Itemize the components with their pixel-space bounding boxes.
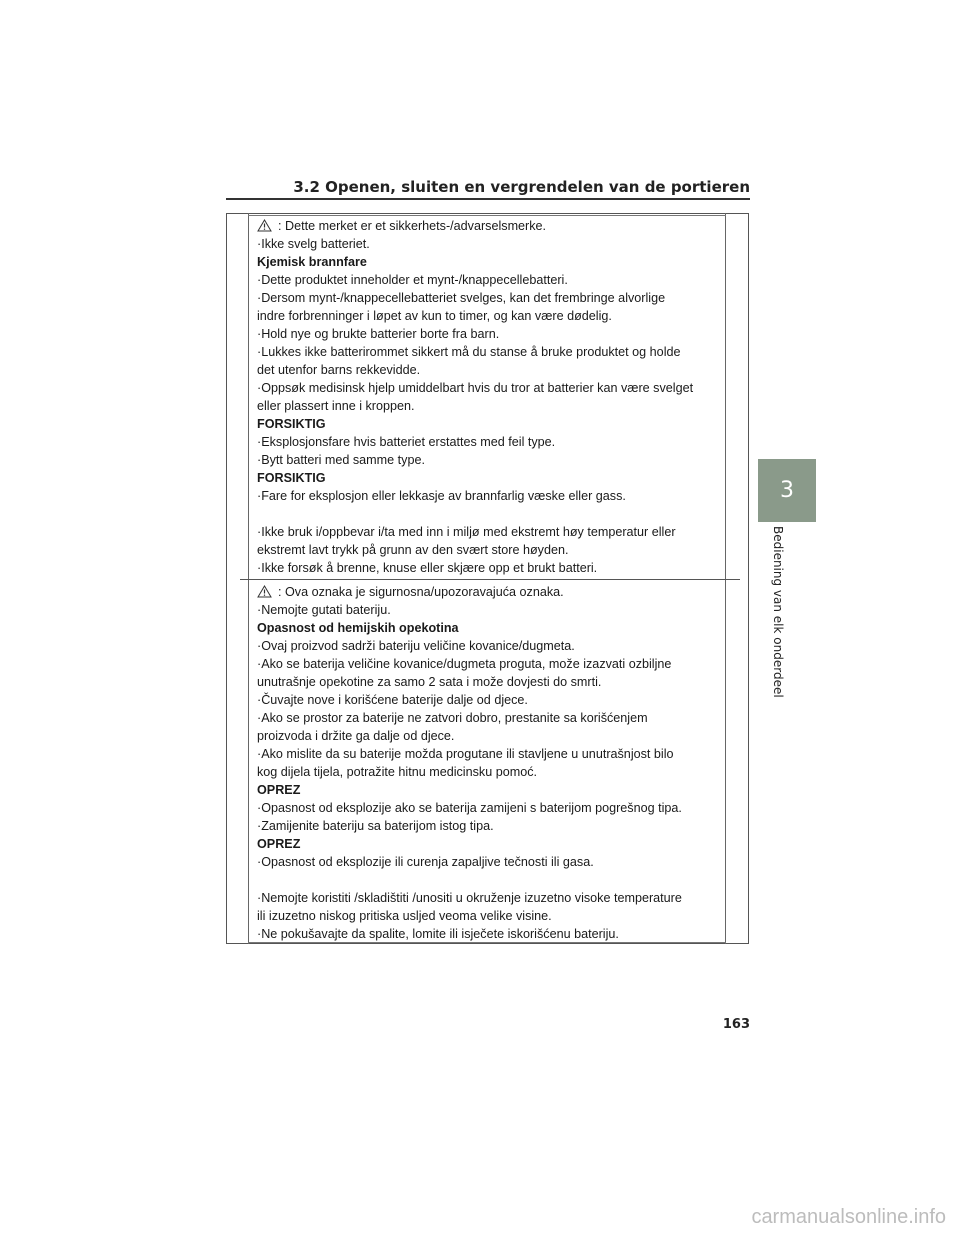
warning-line: ·Zamijenite bateriju sa baterijom istog tipa.	[257, 819, 494, 833]
warning-line: indre forbrenninger i løpet av kun to timer, og kan være dødelig.	[257, 309, 612, 323]
warning-line: ·Ikke forsøk å brenne, knuse eller skjære opp et brukt batteri.	[257, 561, 598, 575]
warning-line: ·Eksplosjonsfare hvis batteriet erstattes med feil type.	[257, 435, 556, 449]
warning-line: ekstremt lavt trykk på grunn av den svært store høyden.	[257, 543, 569, 557]
frame-top-rule	[248, 215, 726, 216]
warning-heading: Kjemisk brannfare	[257, 255, 367, 269]
warning-triangle-icon	[257, 585, 272, 598]
warning-heading: FORSIKTIG	[257, 471, 326, 485]
language-divider	[240, 579, 740, 580]
warning-line: ·Hold nye og brukte batterier borte fra barn.	[257, 327, 500, 341]
page-number: 163	[722, 1017, 750, 1032]
warning-line: ·Opasnost od eksplozije ili curenja zapaljive tečnosti ili gasa.	[257, 855, 594, 869]
warning-line: ·Ovaj proizvod sadrži bateriju veličine kovanice/dugmeta.	[257, 639, 575, 653]
warning-line: ·Lukkes ikke batterirommet sikkert må du stanse å bruke produktet og holde	[257, 345, 681, 359]
warning-line: ·Bytt batteri med samme type.	[257, 453, 425, 467]
warning-heading: OPREZ	[257, 837, 301, 851]
warning-line: ·Čuvajte nove i korišćene baterije dalje od djece.	[257, 693, 528, 707]
warning-line: unutrašnje opekotine za samo 2 sata i može dovjesti do smrti.	[257, 675, 602, 689]
warning-line: eller plassert inne i kroppen.	[257, 399, 415, 413]
norwegian-warning-block	[257, 217, 719, 577]
warning-line: ·Ako se prostor za baterije ne zatvori dobro, prestanite sa korišćenjem	[257, 711, 648, 725]
croatian-warning-block	[257, 583, 719, 943]
warning-heading: Opasnost od hemijskih opekotina	[257, 621, 459, 635]
warning-line: ·Ne pokušavajte da spalite, lomite ili isječete iskorišćenu bateriju.	[257, 927, 619, 941]
warning-line: kog dijela tijela, potražite hitnu medicinsku pomoć.	[257, 765, 538, 779]
warning-line: ·Ikke svelg batteriet.	[257, 237, 370, 251]
spacer	[257, 505, 719, 523]
warning-line: ·Oppsøk medisinsk hjelp umiddelbart hvis du tror at batterier kan være svelget	[257, 381, 694, 395]
warning-triangle-icon	[257, 219, 272, 232]
chapter-tab: 3	[758, 459, 816, 522]
warning-line: ·Ako se baterija veličine kovanice/dugmeta proguta, može izazvati ozbiljne	[257, 657, 672, 671]
warning-line: ·Dersom mynt-/knappecellebatteriet svelges, kan det frembringe alvorlige	[257, 291, 666, 305]
warning-line: ili izuzetno niskog pritiska usljed veoma velike visine.	[257, 909, 552, 923]
warning-line: : Dette merket er et sikkerhets-/advarselsmerke.	[257, 217, 719, 235]
warning-line: ·Opasnost od eksplozije ako se baterija zamijeni s baterijom pogrešnog tipa.	[257, 801, 682, 815]
warning-line: ·Ikke bruk i/oppbevar i/ta med inn i miljø med ekstremt høy temperatur eller	[257, 525, 676, 539]
header-rule	[226, 198, 750, 200]
warning-line: det utenfor barns rekkevidde.	[257, 363, 421, 377]
warning-line: : Ova oznaka je sigurnosna/upozoravajuća oznaka.	[257, 583, 719, 601]
warning-line: proizvoda i držite ga dalje od djece.	[257, 729, 455, 743]
warning-heading: OPREZ	[257, 783, 301, 797]
section-title: 3.2 Openen, sluiten en vergrendelen van de portieren	[293, 178, 750, 196]
warning-line: ·Nemojte koristiti /skladištiti /unositi u okruženje izuzetno visoke temperature	[257, 891, 682, 905]
warning-line: ·Ako mislite da su baterije možda progutane ili stavljene u unutrašnjost bilo	[257, 747, 674, 761]
warning-line: ·Fare for eksplosjon eller lekkasje av brannfarlig væske eller gass.	[257, 489, 626, 503]
warning-heading: FORSIKTIG	[257, 417, 326, 431]
warning-line: ·Dette produktet inneholder et mynt-/knappecellebatteri.	[257, 273, 568, 287]
warning-line: ·Nemojte gutati bateriju.	[257, 603, 391, 617]
spacer	[257, 871, 719, 889]
watermark[interactable]: carmanualsonline.info	[751, 1206, 946, 1228]
chapter-label: Bediening van elk onderdeel	[771, 526, 785, 698]
